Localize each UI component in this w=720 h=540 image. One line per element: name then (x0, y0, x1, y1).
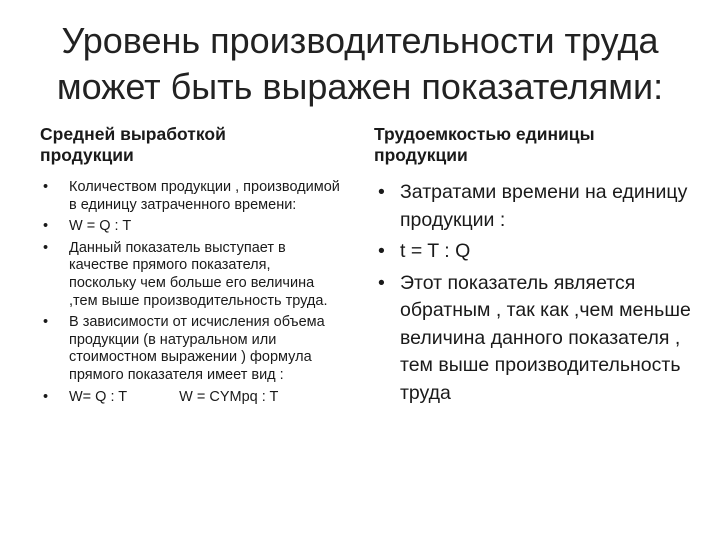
slide-title (20, 18, 700, 110)
left-bullet-text: Количеством продукции , производимой в единицу затраченного времени: (69, 179, 340, 213)
right-bullet-text: Затратами времени на единицу продукции : (400, 181, 688, 231)
left-bullet-item (40, 179, 340, 214)
bullet-icon: • (43, 388, 49, 405)
bullet-icon: • (43, 314, 49, 331)
bullet-icon: • (378, 271, 385, 294)
left-bullet-item (40, 218, 340, 236)
left-bullet-text: В зависимости от исчисления объема продукции (в натуральном или стоимостном выражении ) формула прямого показателя имеет вид : (69, 314, 325, 383)
left-column (40, 124, 340, 410)
slide-title-line-2: может быть выражен показателями: (56, 66, 664, 107)
right-column (374, 124, 694, 411)
left-formula-value: W = CYMpq : T (179, 388, 279, 405)
right-bullet-item (374, 238, 694, 266)
bullet-icon: • (378, 240, 385, 262)
slide-title-line-1: Уровень производительности труда (61, 20, 659, 61)
right-bullet-formula: t = T : Q (400, 240, 471, 262)
left-column-heading (40, 124, 340, 166)
left-bullet-list (40, 179, 340, 406)
right-column-heading (374, 124, 694, 166)
left-bullet-item (40, 314, 340, 384)
bullet-icon: • (43, 239, 49, 256)
left-heading-line-2: продукции (40, 145, 134, 165)
left-heading-line-1: Средней выработкой (40, 124, 226, 144)
bullet-icon: • (378, 181, 385, 203)
left-bullet-formula: W = Q : T (69, 218, 132, 235)
right-heading-line-1: Трудоемкостью единицы (374, 124, 595, 144)
right-heading-line-2: продукции (374, 145, 468, 165)
left-bullet-item (40, 240, 340, 310)
left-bullet-text: Данный показатель выступает в качестве прямого показателя, поскольку чем больше его величина ,тем выше производительность труда. (69, 239, 328, 309)
right-bullet-list (374, 179, 694, 407)
left-formula-natural: W= Q : T (69, 388, 128, 405)
right-bullet-item (374, 179, 694, 234)
bullet-icon: • (43, 179, 49, 195)
left-bullet-item (40, 389, 340, 407)
right-bullet-text: Этот показатель является обратным , так как ,чем меньше величина данного показателя , тем выше производительность труда (400, 271, 691, 404)
bullet-icon: • (43, 218, 49, 235)
right-bullet-item (374, 270, 694, 408)
